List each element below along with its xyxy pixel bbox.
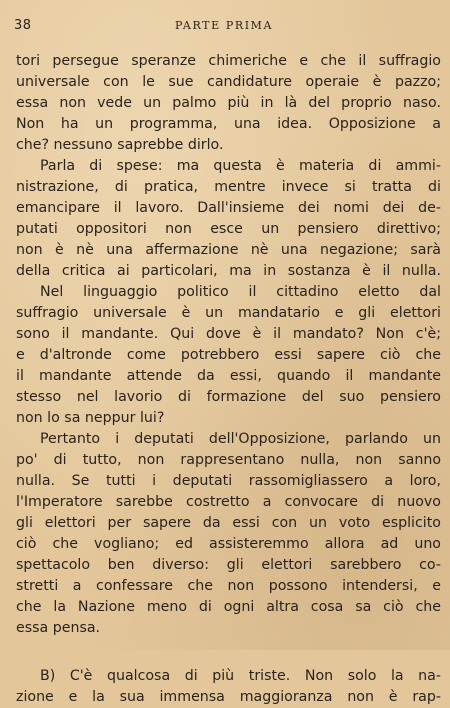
text-line: Nel linguaggio politico il cittadino eletto dal — [40, 284, 441, 300]
running-head: PARTE PRIMA — [174, 19, 274, 32]
text-line: stretti a confessare che non possono intendersi, e — [16, 578, 441, 594]
text-line: e d'altronde come potrebbero essi sapere ciò che — [16, 347, 441, 363]
text-line: essa non vede un palmo più in là del proprio naso. — [16, 95, 441, 111]
text-line: nistrazione, di pratica, mentre invece si tratta di — [16, 179, 441, 195]
text-line: Non ha un programma, una idea. Opposizione a — [16, 116, 441, 132]
text-line: l'Imperatore sarebbe costretto a convocare di nuovo — [16, 494, 441, 510]
text-line: che? nessuno saprebbe dirlo. — [16, 137, 224, 153]
text-line: non è nè una affermazione nè una negazione; sarà — [16, 242, 441, 258]
section-gap — [16, 639, 441, 666]
page-number: 38 — [14, 18, 32, 33]
text-line: gli elettori per sapere da essi con un voto esplicito — [16, 515, 441, 531]
text-line: stesso nel lavorio di formazione del suo pensiero — [16, 389, 441, 405]
text-line: sono il mandante. Qui dove è il mandato? Non c'è; — [16, 326, 441, 342]
text-line: universale con le sue candidature operaie è pazzo; — [16, 74, 441, 90]
text-line: nulla. Se tutti i deputati rassomigliassero a loro, — [16, 473, 441, 489]
body-text — [16, 51, 441, 708]
text-line: po' di tutto, non rappresentano nulla, non sanno — [16, 452, 441, 468]
page-header — [14, 18, 434, 34]
text-line: zione e la sua immensa maggioranza non è rap- — [16, 689, 441, 705]
text-line: emancipare il lavoro. Dall'insieme dei nomi dei de- — [16, 200, 441, 216]
text-line: essa pensa. — [16, 620, 101, 636]
text-line: spettacolo ben diverso: gli elettori sarebbero co- — [16, 557, 441, 573]
text-line: suffragio universale è un mandatario e gli elettori — [16, 305, 441, 321]
text-line: B) C'è qualcosa di più triste. Non solo la na- — [40, 668, 441, 684]
text-line: tori persegue speranze chimeriche e che il suffragio — [16, 53, 441, 69]
text-line: Parla di spese: ma questa è materia di ammi- — [40, 158, 441, 174]
text-line: ciò che vogliano; ed assisteremmo allora ad uno — [16, 536, 441, 552]
text-line: putati oppositori non esce un pensiero direttivo; — [16, 221, 441, 237]
text-line: non lo sa neppur lui? — [16, 410, 165, 426]
text-line: della critica ai particolari, ma in sostanza è il nulla. — [16, 263, 441, 279]
text-line: il mandante attende da essi, quando il mandante — [16, 368, 441, 384]
text-line: Pertanto i deputati dell'Opposizione, parlando un — [40, 431, 441, 447]
text-line: che la Nazione meno di ogni altra cosa sa ciò che — [16, 599, 441, 615]
